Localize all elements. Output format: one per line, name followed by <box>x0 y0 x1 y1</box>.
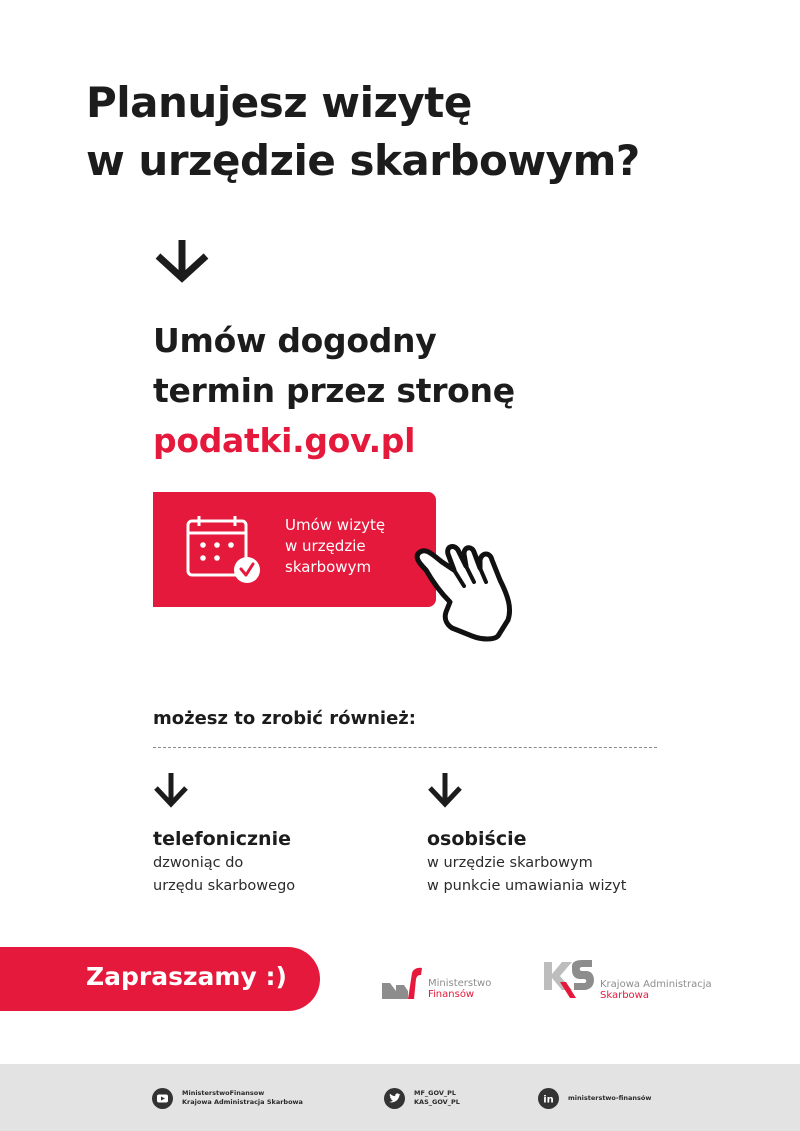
option-phone-line-2: urzędu skarbowego <box>153 878 296 894</box>
youtube-handle-2: Krajowa Administracja Skarbowa <box>182 1098 303 1106</box>
subhead-line-1: Umów dogodny <box>153 321 437 360</box>
option-in-person <box>427 772 626 898</box>
youtube-icon <box>152 1088 173 1109</box>
calendar-check-icon <box>185 516 267 586</box>
twitter-icon <box>384 1088 405 1109</box>
youtube-handle-1: MinisterstwoFinansow <box>182 1089 265 1097</box>
option-in-person-line-1: w urzędzie skarbowym <box>427 855 593 871</box>
ministry-of-finance-logo <box>380 965 510 1005</box>
option-in-person-line-2: w punkcie umawiania wizyt <box>427 878 627 894</box>
linkedin-link[interactable] <box>538 1086 651 1110</box>
arrow-down-icon <box>152 238 212 284</box>
arrow-down-icon <box>427 772 463 808</box>
kas-emblem-icon <box>542 958 596 1002</box>
appointment-instruction <box>153 316 515 466</box>
kas-logo <box>542 958 732 1004</box>
book-visit-button[interactable] <box>153 492 436 607</box>
kas-logo-line-2: Skarbowa <box>600 990 649 1001</box>
svg-text:in: in <box>543 1094 554 1105</box>
arrow-down-icon <box>153 772 189 808</box>
twitter-handles <box>414 1089 460 1107</box>
mf-logo-line-2: Finansów <box>428 989 475 1000</box>
book-visit-label <box>285 515 385 578</box>
poster-headline <box>86 74 640 190</box>
invitation-text: Zapraszamy :) <box>86 962 287 991</box>
footer-bar <box>0 1064 800 1131</box>
linkedin-handle-1: ministerstwo-finansów <box>568 1093 652 1102</box>
book-visit-label-line-3: skarbowym <box>285 558 372 576</box>
option-phone <box>153 772 295 898</box>
book-visit-label-line-2: w urzędzie <box>285 537 366 555</box>
twitter-handle-1: MF_GOV_PL <box>414 1089 457 1097</box>
youtube-link[interactable] <box>152 1086 303 1110</box>
dashed-divider <box>153 747 657 748</box>
twitter-link[interactable] <box>384 1086 460 1110</box>
book-visit-label-line-1: Umów wizytę <box>285 516 386 534</box>
subhead-line-2: termin przez stronę <box>153 371 515 410</box>
option-phone-title: telefonicznie <box>153 828 291 850</box>
pointing-hand-icon <box>412 540 536 642</box>
mf-logo-line-1: Ministerstwo <box>428 978 492 989</box>
linkedin-handles <box>568 1094 651 1103</box>
option-phone-line-1: dzwoniąc do <box>153 855 244 871</box>
headline-line-2: w urzędzie skarbowym? <box>86 136 640 185</box>
option-in-person-title: osobiście <box>427 828 527 850</box>
headline-line-1: Planujesz wizytę <box>86 78 472 127</box>
linkedin-icon <box>538 1088 559 1109</box>
alternatives-heading: możesz to zrobić również: <box>153 708 416 729</box>
twitter-handle-2: KAS_GOV_PL <box>414 1098 460 1106</box>
youtube-handles <box>182 1089 303 1107</box>
kas-logo-line-1: Krajowa Administracja <box>600 979 712 990</box>
podatki-gov-link[interactable]: podatki.gov.pl <box>153 421 416 460</box>
ministry-of-finance-emblem-icon <box>380 967 424 1001</box>
invitation-banner <box>0 947 320 1011</box>
